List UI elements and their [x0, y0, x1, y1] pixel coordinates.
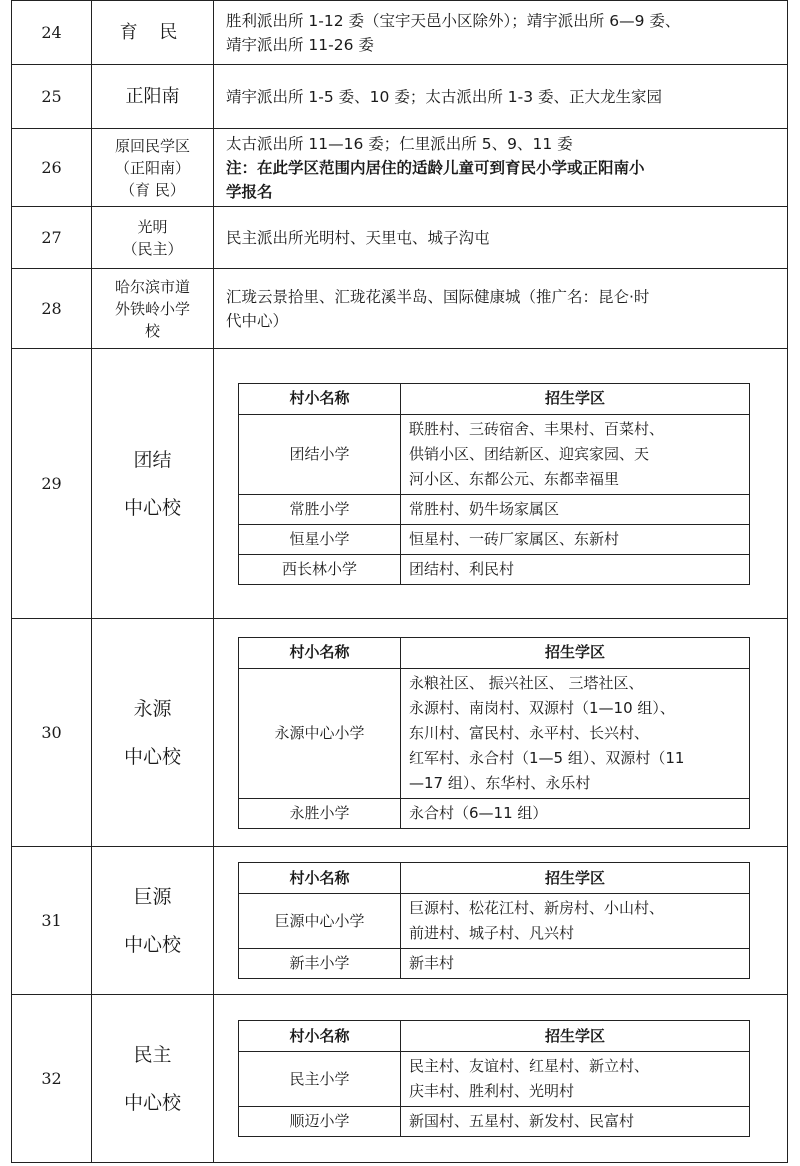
village-school-area: 团结村、利民村 — [401, 554, 750, 584]
row-number: 28 — [12, 269, 92, 349]
area-line: 靖宇派出所 1-5 委、10 委；太古派出所 1-3 委、正大龙生家园 — [226, 87, 662, 106]
school-name-line: 外铁岭小学 — [114, 299, 190, 318]
sub-table-row — [239, 414, 750, 494]
area-line: 太古派出所 11—16 委；仁里派出所 5、9、11 委 — [226, 134, 573, 153]
row-number: 25 — [12, 65, 92, 129]
header-enrollment-area: 招生学区 — [401, 383, 750, 414]
header-enrollment-area: 招生学区 — [401, 863, 750, 894]
school-name-line: （育 民） — [120, 180, 185, 199]
village-school-area — [401, 894, 750, 949]
header-village-school: 村小名称 — [239, 383, 401, 414]
row-number: 32 — [12, 995, 92, 1163]
school-name-line: 哈尔滨市道 — [114, 277, 190, 296]
village-school-area: 恒星村、一砖厂家属区、东新村 — [401, 524, 750, 554]
enrollment-area — [214, 65, 788, 129]
area-line: 河小区、东都公元、东都幸福里 — [409, 469, 620, 488]
village-school-table — [238, 1020, 750, 1137]
area-line: 庆丰村、胜利村、光明村 — [409, 1082, 575, 1100]
sub-table-header — [239, 637, 750, 668]
area-line: 靖宇派出所 11-26 委 — [226, 35, 374, 54]
village-school-area: 常胜村、奶牛场家属区 — [401, 494, 750, 524]
area-line: 前进村、城子村、凡兴村 — [409, 924, 575, 942]
school-name-line: 原回民学区 — [114, 136, 190, 155]
school-name-line: （正阳南） — [114, 158, 190, 177]
school-name-line: 民主 — [133, 1043, 172, 1066]
school-name-line: 中心校 — [123, 933, 181, 956]
enrollment-area — [214, 269, 788, 349]
header-village-school: 村小名称 — [239, 637, 401, 668]
area-line: 汇珑云景拾里、汇珑花溪半岛、国际健康城（推广名：昆仑·时 — [226, 287, 650, 306]
school-name — [92, 65, 214, 129]
village-school-area — [401, 414, 750, 494]
school-name — [92, 1, 214, 65]
enrollment-zone-table — [11, 0, 788, 1166]
area-line: 永源村、南岗村、双源村（1—10 组）、 — [409, 698, 675, 717]
sub-table-row — [239, 668, 750, 798]
village-school-table — [238, 862, 750, 979]
area-note: 注：在此学区范围内居住的适龄儿童可到育民小学或正阳南小 — [226, 158, 645, 177]
village-school-cell — [214, 847, 788, 995]
sub-table-row — [239, 1107, 750, 1137]
enrollment-area — [214, 207, 788, 269]
table-row — [12, 619, 788, 847]
center-school-name — [92, 619, 214, 847]
village-school-name: 民主小学 — [239, 1052, 401, 1107]
row-number: 31 — [12, 847, 92, 995]
area-line: 胜利派出所 1-12 委（宝宇天邑小区除外）；靖宇派出所 6—9 委、 — [226, 11, 681, 30]
row-number: 26 — [12, 129, 92, 207]
school-name — [92, 129, 214, 207]
header-village-school: 村小名称 — [239, 863, 401, 894]
school-name-line: 巨源 — [133, 885, 172, 908]
center-school-name — [92, 847, 214, 995]
school-name-line: 永源 — [133, 697, 172, 720]
sub-table-header — [239, 383, 750, 414]
header-enrollment-area: 招生学区 — [401, 1021, 750, 1052]
village-school-name: 顺迈小学 — [239, 1107, 401, 1137]
header-enrollment-area: 招生学区 — [401, 637, 750, 668]
area-line: 代中心） — [226, 311, 289, 330]
sub-table-row — [239, 494, 750, 524]
sub-table-row — [239, 798, 750, 828]
table-row — [12, 349, 788, 619]
village-school-name: 西长林小学 — [239, 554, 401, 584]
enrollment-area — [214, 1, 788, 65]
village-school-area: 永合村（6—11 组） — [401, 798, 750, 828]
school-name — [92, 269, 214, 349]
village-school-area: 新丰村 — [401, 949, 750, 979]
table-row — [12, 129, 788, 207]
sub-table-row — [239, 894, 750, 949]
table-row — [12, 1, 788, 65]
school-name-line: 育 民 — [119, 22, 186, 43]
sub-table-header — [239, 863, 750, 894]
village-school-table — [238, 383, 750, 585]
school-name-line: 中心校 — [123, 1091, 181, 1114]
center-school-name — [92, 995, 214, 1163]
area-line: 巨源村、松花江村、新房村、小山村、 — [409, 899, 665, 917]
school-name-line: 正阳南 — [125, 86, 180, 107]
area-line: 红军村、永合村（1—5 组）、双源村（11 — [409, 748, 685, 767]
school-name-line: 中心校 — [123, 496, 181, 519]
sub-table-row — [239, 554, 750, 584]
header-village-school: 村小名称 — [239, 1021, 401, 1052]
table-row — [12, 269, 788, 349]
sub-table-row — [239, 949, 750, 979]
table-row — [12, 65, 788, 129]
area-line: 东川村、富民村、永平村、长兴村、 — [409, 723, 650, 742]
row-number: 27 — [12, 207, 92, 269]
area-line: 联胜村、三砖宿舍、丰果村、百菜村、 — [409, 419, 665, 438]
village-school-area — [401, 1052, 750, 1107]
village-school-area: 新国村、五星村、新发村、民富村 — [401, 1107, 750, 1137]
village-school-cell — [214, 349, 788, 619]
school-name-line: 中心校 — [123, 745, 181, 768]
village-school-name: 恒星小学 — [239, 524, 401, 554]
area-line: 供销小区、团结新区、迎宾家园、天 — [409, 444, 650, 463]
school-name-line: 光明 — [137, 217, 168, 236]
sub-table-row — [239, 1052, 750, 1107]
village-school-name: 常胜小学 — [239, 494, 401, 524]
sub-table-header — [239, 1021, 750, 1052]
sub-table-row — [239, 524, 750, 554]
village-school-name: 永源中心小学 — [239, 668, 401, 798]
center-school-name — [92, 349, 214, 619]
row-number: 24 — [12, 1, 92, 65]
main-table — [11, 0, 788, 1163]
village-school-name: 新丰小学 — [239, 949, 401, 979]
school-name-line: 校 — [144, 321, 160, 340]
village-school-cell — [214, 995, 788, 1163]
table-row — [12, 847, 788, 995]
village-school-area — [401, 668, 750, 798]
village-school-name: 永胜小学 — [239, 798, 401, 828]
village-school-name: 巨源中心小学 — [239, 894, 401, 949]
row-number: 30 — [12, 619, 92, 847]
area-line: 民主村、友谊村、红星村、新立村、 — [409, 1057, 650, 1075]
area-note: 学报名 — [226, 182, 273, 201]
school-name — [92, 207, 214, 269]
area-line: 永粮社区、 振兴社区、 三塔社区、 — [409, 673, 644, 692]
area-line: 民主派出所光明村、天里屯、城子沟屯 — [226, 228, 490, 247]
enrollment-area — [214, 129, 788, 207]
table-row — [12, 207, 788, 269]
row-number: 29 — [12, 349, 92, 619]
school-name-line: （民主） — [122, 239, 183, 258]
village-school-name: 团结小学 — [239, 414, 401, 494]
area-line: —17 组）、东华村、永乐村 — [409, 773, 591, 792]
village-school-cell — [214, 619, 788, 847]
school-name-line: 团结 — [133, 448, 172, 471]
table-row — [12, 995, 788, 1163]
village-school-table — [238, 637, 750, 829]
